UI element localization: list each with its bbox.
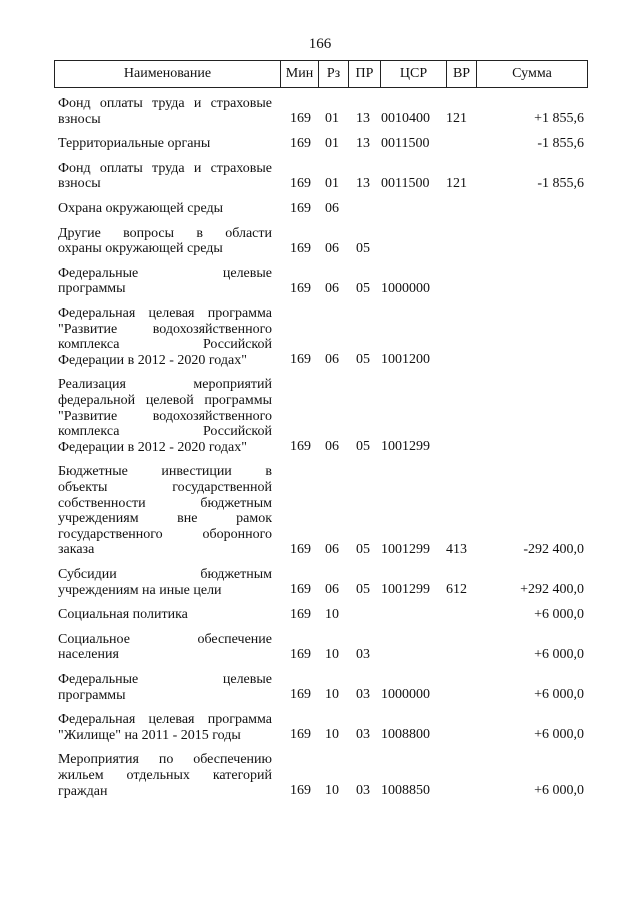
header-sum: Сумма	[512, 66, 552, 81]
row-name	[58, 464, 272, 558]
row-name-line: Федеральные целевые	[58, 672, 272, 687]
table-row	[0, 672, 640, 703]
cell-sum: +6 000,0	[534, 783, 584, 799]
row-name	[58, 672, 272, 703]
row-name	[58, 607, 272, 623]
cell-rz: 10	[325, 646, 339, 662]
table-row	[0, 161, 640, 192]
row-name-line: Фонд оплаты труда и страховые	[58, 96, 272, 111]
row-name-line: Территориальные органы	[58, 136, 211, 152]
cell-min: 169	[290, 175, 311, 191]
row-name-line: Фонд оплаты труда и страховые	[58, 160, 272, 176]
row-name-line: заказа	[58, 542, 95, 558]
cell-csr: 0010400	[381, 111, 430, 127]
row-name	[58, 226, 272, 257]
table-row	[0, 201, 640, 217]
cell-min: 169	[290, 200, 311, 216]
row-name	[58, 136, 272, 152]
row-name	[58, 752, 272, 799]
row-name-line: Федеральная целевая программа	[58, 712, 272, 728]
row-name-line: комплекса Российской	[58, 424, 272, 440]
row-name-line: учреждениям на иные цели	[58, 582, 222, 598]
table-row	[0, 377, 640, 455]
row-name	[58, 632, 272, 663]
row-name-line: Бюджетные инвестиции в	[58, 464, 272, 480]
cell-pr: 05	[356, 582, 370, 598]
header-pr: ПР	[349, 61, 381, 87]
row-name-line: Федеральные целевые	[58, 265, 272, 281]
cell-csr: 0011500	[381, 135, 430, 151]
row-name-line: Реализация мероприятий	[58, 377, 272, 393]
cell-sum: +6 000,0	[534, 646, 584, 662]
row-name-line: Федеральная целевая программа	[58, 306, 272, 321]
row-name-line: Социальное обеспечение	[58, 631, 272, 647]
cell-rz: 06	[325, 352, 339, 368]
row-name	[58, 161, 272, 192]
cell-vr: 121	[446, 111, 467, 127]
row-name-line: Федерации в 2012 - 2020 годах"	[58, 352, 247, 368]
cell-min: 169	[290, 727, 311, 743]
table-row	[0, 266, 640, 297]
cell-rz: 06	[325, 439, 339, 455]
header-name: Наименование	[55, 61, 281, 87]
row-name-line: взносы	[58, 111, 101, 127]
cell-vr: 413	[446, 541, 467, 557]
cell-pr: 05	[356, 541, 370, 557]
header-rz: Рз	[319, 61, 349, 87]
cell-csr: 1008800	[381, 727, 430, 743]
table-row	[0, 712, 640, 743]
table-row	[0, 226, 640, 257]
cell-min: 169	[290, 135, 311, 151]
cell-sum: -1 855,6	[537, 135, 584, 151]
cell-pr: 13	[356, 175, 370, 191]
cell-rz: 06	[325, 280, 339, 296]
table-row	[0, 752, 640, 799]
cell-sum: +292 400,0	[520, 582, 584, 598]
cell-min: 169	[290, 606, 311, 622]
table-row	[0, 567, 640, 598]
cell-rz: 06	[325, 240, 339, 256]
cell-sum: +6 000,0	[534, 687, 584, 703]
row-name-line: собственности бюджетным	[58, 495, 272, 511]
cell-csr: 1001299	[381, 439, 430, 455]
cell-sum: +6 000,0	[534, 727, 584, 743]
row-name	[58, 266, 272, 297]
page-number: 166	[308, 36, 332, 52]
cell-min: 169	[290, 646, 311, 662]
cell-rz: 01	[325, 111, 339, 127]
cell-pr: 13	[356, 111, 370, 127]
cell-min: 169	[290, 240, 311, 256]
row-name-line: Мероприятия по обеспечению	[58, 752, 272, 768]
header-min: Мин	[281, 61, 319, 87]
table-header	[54, 60, 588, 88]
header-csr: ЦСР	[381, 61, 447, 87]
row-name-line: взносы	[58, 176, 101, 192]
row-name-line: Федерации в 2012 - 2020 годах"	[58, 439, 247, 455]
cell-pr: 03	[356, 687, 370, 703]
row-name-line: учреждениям вне рамок	[58, 511, 272, 527]
cell-sum: -1 855,6	[537, 175, 584, 191]
row-name-line: "Развитие водохозяйственного	[58, 321, 272, 337]
cell-min: 169	[290, 687, 311, 703]
table-row	[0, 136, 640, 152]
cell-min: 169	[290, 541, 311, 557]
table-row	[0, 96, 640, 127]
cell-pr: 03	[356, 727, 370, 743]
row-name-line: федеральной целевой программы	[58, 392, 272, 408]
cell-rz: 01	[325, 175, 339, 191]
table-row	[0, 632, 640, 663]
cell-rz: 06	[325, 200, 339, 216]
cell-csr: 1000000	[381, 687, 430, 703]
cell-min: 169	[290, 111, 311, 127]
cell-vr: 121	[446, 175, 467, 191]
cell-pr: 03	[356, 783, 370, 799]
row-name-line: жильем отдельных категорий	[58, 767, 272, 783]
cell-csr: 1001299	[381, 541, 430, 557]
cell-pr: 13	[356, 135, 370, 151]
header-vr: ВР	[447, 61, 477, 87]
cell-min: 169	[290, 783, 311, 799]
cell-rz: 10	[325, 606, 339, 622]
cell-pr: 05	[356, 240, 370, 256]
cell-pr: 05	[356, 439, 370, 455]
cell-vr: 612	[446, 582, 467, 598]
cell-csr: 1001200	[381, 352, 430, 368]
cell-csr: 1008850	[381, 783, 430, 799]
row-name-line: государственного оборонного	[58, 526, 272, 542]
cell-rz: 10	[325, 783, 339, 799]
cell-sum: -292 400,0	[523, 541, 584, 557]
cell-min: 169	[290, 280, 311, 296]
row-name-line: Субсидии бюджетным	[58, 567, 272, 582]
row-name	[58, 201, 272, 217]
row-name-line: граждан	[58, 783, 108, 799]
row-name-line: "Развитие водохозяйственного	[58, 408, 272, 424]
cell-sum: +6 000,0	[534, 606, 584, 622]
row-name	[58, 377, 272, 455]
cell-min: 169	[290, 439, 311, 455]
row-name-line: комплекса Российской	[58, 337, 272, 353]
table-row	[0, 607, 640, 623]
cell-csr: 1000000	[381, 280, 430, 296]
row-name-line: Социальная политика	[58, 607, 188, 623]
cell-rz: 06	[325, 541, 339, 557]
cell-min: 169	[290, 352, 311, 368]
row-name-line: объекты государственной	[58, 479, 272, 495]
row-name-line: программы	[58, 687, 126, 703]
cell-rz: 10	[325, 687, 339, 703]
row-name-line: "Жилище" на 2011 - 2015 годы	[58, 727, 241, 743]
row-name-line: населения	[58, 647, 119, 663]
cell-min: 169	[290, 582, 311, 598]
cell-rz: 06	[325, 582, 339, 598]
cell-sum: +1 855,6	[534, 111, 584, 127]
row-name	[58, 96, 272, 127]
row-name	[58, 306, 272, 368]
row-name-line: Другие вопросы в области	[58, 225, 272, 241]
cell-csr: 0011500	[381, 175, 430, 191]
table-row	[0, 306, 640, 368]
table-row	[0, 464, 640, 558]
row-name-line: Охрана окружающей среды	[58, 201, 224, 216]
row-name	[58, 712, 272, 743]
cell-csr: 1001299	[381, 582, 430, 598]
cell-rz: 10	[325, 727, 339, 743]
cell-rz: 01	[325, 135, 339, 151]
row-name	[58, 567, 272, 598]
cell-pr: 05	[356, 280, 370, 296]
row-name-line: программы	[58, 281, 126, 297]
cell-pr: 05	[356, 352, 370, 368]
cell-pr: 03	[356, 646, 370, 662]
row-name-line: охраны окружающей среды	[58, 241, 223, 257]
